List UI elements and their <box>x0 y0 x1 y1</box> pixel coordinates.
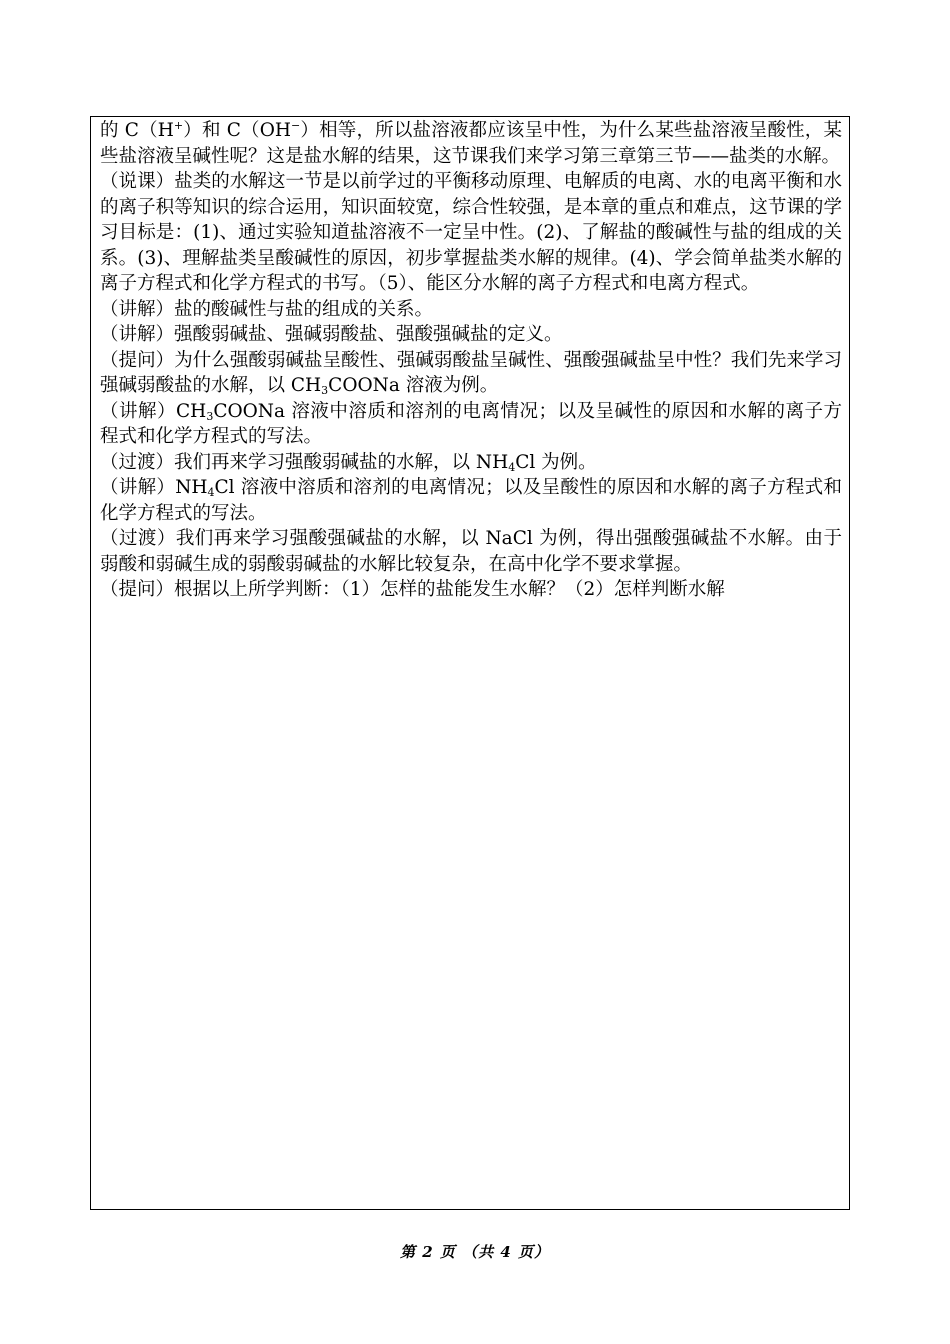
subscript-text: 4 <box>207 486 215 499</box>
text-segment: （讲解）NH <box>100 477 208 498</box>
paragraph <box>100 577 842 603</box>
subscript-text: 3 <box>321 384 329 397</box>
page-number-footer: 第 2 页 （共 4 页） <box>400 1243 550 1261</box>
text-segment: ）和 C（OH <box>183 120 292 141</box>
text-segment: （过渡）我们再来学习强酸强碱盐的水解，以 NaCl 为例，得出强酸强碱盐不水解。由于弱酸和弱碱生成的弱酸弱碱盐的水解比较复杂，在高中化学不要求掌握。 <box>100 528 842 575</box>
text-segment: 的 C（H <box>100 120 174 141</box>
superscript-text: − <box>291 119 301 132</box>
paragraph <box>100 450 842 476</box>
subscript-text: 3 <box>206 409 214 423</box>
text-segment: （说课）盐类的水解这一节是以前学过的平衡移动原理、电解质的电离、水的电离平衡和水的离子积等知识的综合运用，知识面较宽，综合性较强，是本章的重点和难点，这节课的学习目标是：(1)、通过实验知道盐溶液不一定呈中性。(2)、了解盐的酸碱性与盐的组成的关系。(3)、理解盐类呈酸碱性的原因，初步掌握盐类水解的规律。(4)、学会简单盐类水解的离子方程式和化学方程式的书写。（5）、能区分水解的离子方程式和电离方程式。 <box>100 171 842 294</box>
paragraph <box>100 322 842 348</box>
text-segment: （提问）根据以上所学判断：（1）怎样的盐能发生水解？（2）怎样判断水解 <box>100 579 725 600</box>
text-segment: ）相等，所以盐溶液都应该呈中性，为什么某些盐溶液呈酸性，某些盐溶液呈碱性呢？这是盐水解的结果，这节课我们来学习第三章第三节——盐类的水解。 <box>100 120 842 167</box>
text-segment: COONa 溶液中溶质和溶剂的电离情况；以及呈碱性的原因和水解的离子方程式和化学方程式的写法。 <box>100 400 842 447</box>
paragraph <box>100 169 842 297</box>
paragraph <box>100 297 842 323</box>
paragraph <box>100 475 842 526</box>
superscript-text: + <box>173 119 184 132</box>
text-segment: Cl 为例。 <box>515 451 597 473</box>
text-segment: （讲解）强酸弱碱盐、强碱弱酸盐、强酸强碱盐的定义。 <box>100 324 563 345</box>
text-segment: COONa 溶液为例。 <box>328 375 499 396</box>
subscript-text: 4 <box>508 460 516 474</box>
text-segment: （讲解）盐的酸碱性与盐的组成的关系。 <box>100 298 434 320</box>
paragraph <box>100 118 842 169</box>
paragraph <box>100 526 842 577</box>
text-segment: （提问）为什么强酸弱碱盐呈酸性、强碱弱酸盐呈碱性、强酸强碱盐呈中性？我们先来学习强碱弱酸盐的水解，以 CH <box>100 349 842 396</box>
text-segment: （过渡）我们再来学习强酸弱碱盐的水解，以 NH <box>100 451 509 473</box>
document-body <box>100 118 842 603</box>
text-segment: Cl 溶液中溶质和溶剂的电离情况；以及呈酸性的原因和水解的离子方程式和化学方程式的写法。 <box>100 477 842 524</box>
paragraph <box>100 348 842 399</box>
paragraph <box>100 399 842 450</box>
text-segment: （讲解）CH <box>100 400 207 422</box>
